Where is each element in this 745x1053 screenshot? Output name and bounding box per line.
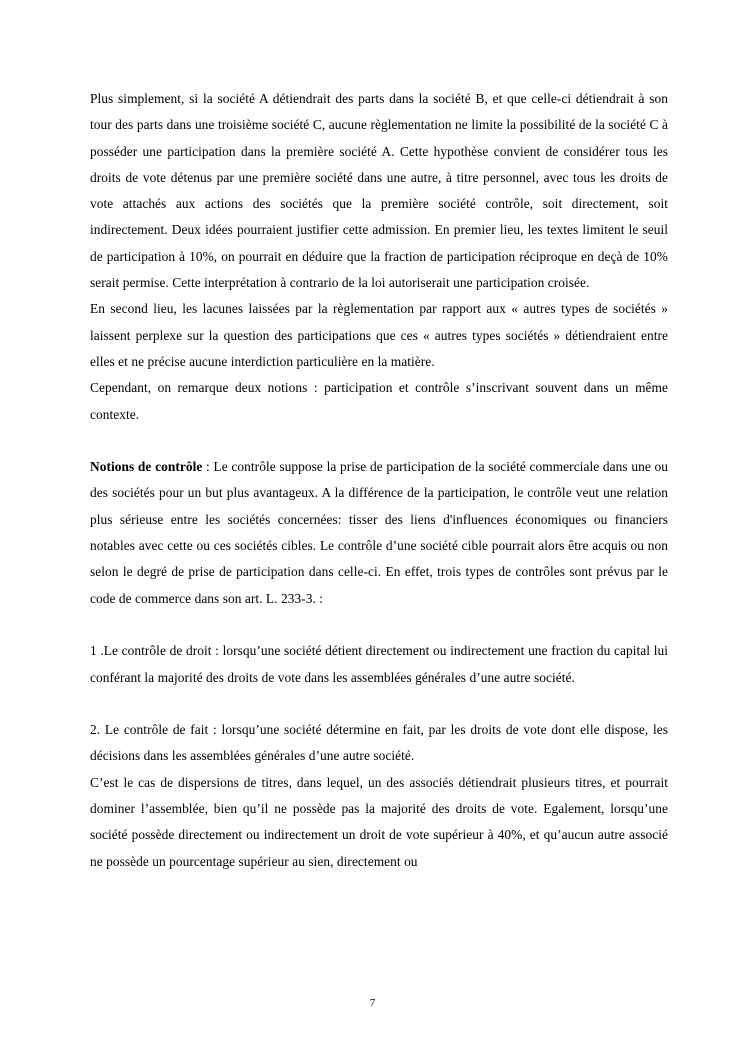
paragraph-second-point: En second lieu, les lacunes laissées par la règlementation par rapport aux « autres types de sociétés » laissent perplexe sur la question des participations que ces « autres types sociétés » détiendraient entre elles et ne précise aucune interdiction particulière en la matière.: [90, 301, 668, 369]
paragraph-control-notions: [90, 454, 668, 612]
paragraph-dispersion: C’est le cas de dispersions de titres, dans lequel, un des associés détiendrait plusieurs titres, et pourrait dominer l’assemblée, bien qu’il ne possède pas la majorité des droits de vote. Egalement, lorsqu’une société possède directement ou indirectement un droit de vote supérieur à 40%, et qu’aucun autre associé ne possède un pourcentage supérieur au sien, directement ou: [90, 774, 668, 869]
paragraph-de-facto-control: 2. Le contrôle de fait : lorsqu’une société détermine en fait, par les droits de vote dont elle dispose, les décisions dans les assemblées générales d’une autre société.: [90, 722, 668, 764]
paragraph-cross-holdings: Plus simplement, si la société A détiendrait des parts dans la société B, et que celle-ci détiendrait à son tour des parts dans une troisième société C, aucune règlementation ne limite la possibilité de la société C à posséder une participation dans la première société A. Cette hypothèse convient de considérer tous les droits de vote détenus par une première société dans une autre, à titre personnel, avec tous les droits de vote attachés aux actions des sociétés que la première société contrôle, soit directement, soit indirectement. Deux idées pourraient justifier cette admission. En premier lieu, les textes limitent le seuil de participation à 10%, on pourrait en déduire que la fraction de participation réciproque en deçà de 10% serait permise. Cette interprétation à contrario de la loi autoriserait une participation croisée.: [90, 91, 668, 291]
paragraph-spacer: [90, 428, 668, 454]
body-text: [90, 86, 668, 875]
paragraph-two-notions: Cependant, on remarque deux notions : participation et contrôle s’inscrivant souvent dans un même contexte.: [90, 380, 668, 422]
paragraph-spacer: [90, 612, 668, 638]
heading-notions-de-controle: Notions de contrôle: [90, 459, 203, 475]
paragraph-legal-control: 1 .Le contrôle de droit : lorsqu’une société détient directement ou indirectement une fraction du capital lui conférant la majorité des droits de vote dans les assemblées générales d’une autre société.: [90, 643, 668, 685]
paragraph-spacer: [90, 691, 668, 717]
page-number: 7: [369, 997, 376, 1009]
control-notions-text: : Le contrôle suppose la prise de participation de la société commerciale dans une ou des sociétés pour un but plus avantageux. A la différence de la participation, le contrôle veut une relation plus sérieuse entre les sociétés concernées: tisser des liens d'influences économiques ou financiers notables avec cette ou ces sociétés cibles. Le contrôle d’une société cible pourrait alors être acquis ou non selon le degré de prise de participation dans celle-ci. En effet, trois types de contrôles sont prévus par le code de commerce dans son art. L. 233-3. :: [90, 459, 668, 606]
